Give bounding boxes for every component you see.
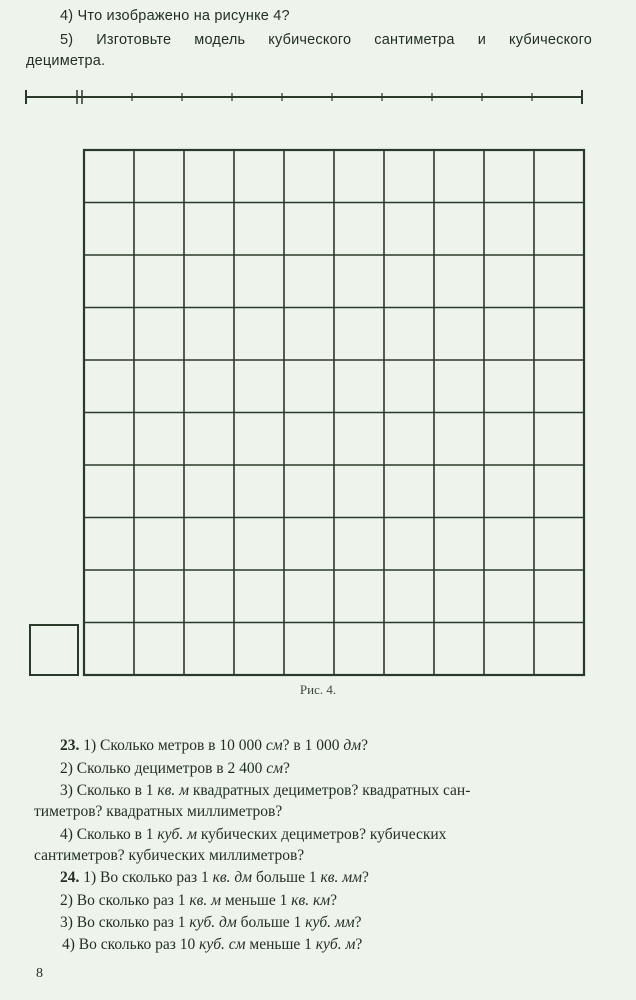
text: ? в 1 000 <box>282 737 344 754</box>
problem-24-q4 <box>62 935 362 955</box>
problem-24-q1 <box>60 868 369 888</box>
text: 1) Во сколько раз 1 <box>83 869 213 886</box>
text: 2) Во сколько раз 1 <box>60 892 190 909</box>
unit: см <box>265 737 283 754</box>
unit: см <box>266 760 284 777</box>
text: 3) Во сколько раз 1 <box>60 914 190 931</box>
text: ? <box>362 869 369 886</box>
text: 2) Сколько дециметров в 2 400 <box>60 760 267 777</box>
page-number: 8 <box>36 966 43 981</box>
ruler <box>26 90 582 104</box>
problem-23-q2 <box>60 759 290 779</box>
text: меньше 1 <box>220 892 292 909</box>
unit: кв. м <box>189 892 221 909</box>
unit: куб. дм <box>189 914 237 931</box>
text: ? <box>355 936 363 953</box>
text: ? <box>361 737 368 754</box>
unit: куб. мм <box>305 914 355 931</box>
unit: дм <box>343 737 362 754</box>
text: квадратных дециметров? квадратных сан- <box>189 782 471 799</box>
question-4: 4) Что изображено на рисунке 4? <box>60 8 290 24</box>
unit: кв. м <box>157 782 190 799</box>
problem-23-q3-line-2: тиметров? квадратных миллиметров? <box>34 803 283 820</box>
text: 3) Сколько в 1 <box>60 782 158 799</box>
problem-23-q4-line-1 <box>60 825 446 845</box>
unit: кв. дм <box>212 869 253 886</box>
unit: куб. м <box>315 936 356 953</box>
text: 1) Сколько метров в 10 000 <box>83 737 266 754</box>
text: ? <box>330 892 337 909</box>
problem-24-q3 <box>60 913 362 933</box>
small-square <box>30 625 78 675</box>
problem-24-number: 24. <box>60 869 80 886</box>
problem-23-q4-line-2: сантиметров? кубических миллиметров? <box>34 847 305 864</box>
unit: кв. мм <box>320 869 363 886</box>
question-5-line-2: дециметра. <box>26 53 106 69</box>
question-5-line-1: 5) Изготовьте модель кубического сантиметра и кубического <box>60 32 592 48</box>
text: больше 1 <box>236 914 306 931</box>
problem-23-q1 <box>60 736 368 756</box>
square-grid <box>84 150 584 675</box>
problem-23-number: 23. <box>60 737 80 754</box>
text: кубических дециметров? кубических <box>196 826 447 843</box>
problem-23-q3-line-1 <box>60 781 470 801</box>
unit: кв. км <box>291 892 331 909</box>
text: ? <box>283 760 290 777</box>
problem-24-q2 <box>60 891 337 911</box>
unit: куб. см <box>199 936 246 953</box>
unit: куб. м <box>157 826 197 843</box>
text: 4) Во сколько раз 10 <box>62 936 200 953</box>
text: больше 1 <box>252 869 321 886</box>
text: меньше 1 <box>245 936 316 953</box>
text: ? <box>354 914 362 931</box>
figure-caption: Рис. 4. <box>299 682 337 697</box>
text: 4) Сколько в 1 <box>60 826 158 843</box>
